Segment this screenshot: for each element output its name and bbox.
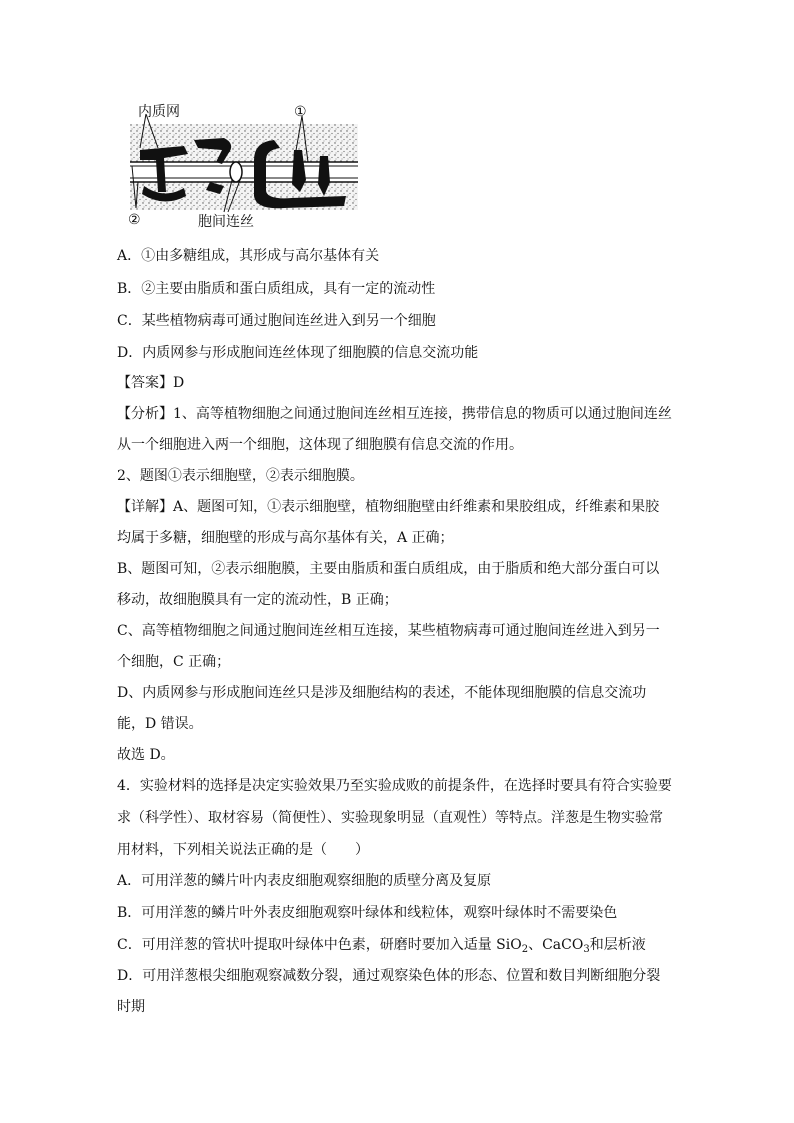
label-circled-2: ②: [128, 212, 141, 228]
q3-detail-d-line-2: 能，D 错误。: [117, 716, 203, 732]
q3-analysis-line-1: 【分析】1、高等植物细胞之间通过胞间连丝相互连接，携带信息的物质可以通过胞间连丝: [117, 406, 672, 422]
q4-option-c-text-2: 、CaCO: [528, 937, 584, 953]
q3-option-b: B．②主要由脂质和蛋白质组成，具有一定的流动性: [117, 281, 436, 297]
q3-option-c: C．某些植物病毒可通过胞间连丝进入到另一个细胞: [117, 313, 436, 329]
q4-option-d-line-1: D．可用洋葱根尖细胞观察减数分裂，通过观察染色体的形态、位置和数目判断细胞分裂: [117, 968, 661, 984]
q4-option-c-text-1: C．可用洋葱的管状叶提取叶绿体中色素，研磨时要加入适量 SiO: [117, 937, 522, 953]
q3-option-d: D．内质网参与形成胞间连丝体现了细胞膜的信息交流功能: [117, 345, 479, 361]
q3-detail-a-line-1: 【详解】A、题图可知，①表示细胞壁，植物细胞壁由纤维素和果胶组成，纤维素和果胶: [117, 499, 660, 515]
q4-option-b: B．可用洋葱的鳞片叶外表皮细胞观察叶绿体和线粒体，观察叶绿体时不需要染色: [117, 905, 618, 921]
q3-detail-a-line-2: 均属于多糖，细胞壁的形成与高尔基体有关，A 正确；: [117, 530, 454, 546]
q3-detail-d-line-1: D、内质网参与形成胞间连丝只是涉及细胞结构的表述，不能体现细胞膜的信息交流功: [117, 685, 647, 701]
q4-option-c-text-3: 和层析液: [589, 937, 646, 953]
plasmodesmata-label: 胞间连丝: [198, 214, 254, 230]
plasmodesmata-figure: [124, 100, 364, 230]
q3-answer: 【答案】D: [117, 375, 185, 391]
q4-option-c: [117, 935, 677, 960]
plasmodesma-pore: [230, 162, 242, 182]
q3-detail-c-line-2: 个细胞，C 正确；: [117, 654, 231, 670]
label-circled-1: ①: [294, 104, 307, 120]
q4-option-c-subscript-1: 2: [521, 944, 529, 955]
q3-analysis-line-2: 从一个细胞进入两一个细胞，这体现了细胞膜有信息交流的作用。: [117, 437, 523, 453]
q4-stem-line-2: 求（科学性）、取材容易（简便性）、实验现象明显（直观性）等特点。洋葱是生物实验常: [117, 810, 663, 826]
er-label: 内质网: [138, 104, 180, 120]
q4-option-d-line-2: 时期: [117, 999, 145, 1015]
q3-analysis-line-3: 2、题图①表示细胞壁，②表示细胞膜。: [117, 468, 364, 484]
q4-option-c-subscript-2: 3: [583, 944, 590, 955]
q3-conclusion: 故选 D。: [117, 747, 175, 763]
q4-option-a: A．可用洋葱的鳞片叶内表皮细胞观察细胞的质壁分离及复原: [117, 873, 492, 889]
q3-option-a: A．①由多糖组成，其形成与高尔基体有关: [117, 248, 380, 264]
q4-stem-line-3: 用材料，下列相关说法正确的是（ ）: [117, 842, 369, 858]
q3-detail-c-line-1: C、高等植物细胞之间通过胞间连丝相互连接，某些植物病毒可通过胞间连丝进入到另一: [117, 623, 660, 639]
q3-detail-b-line-2: 移动，故细胞膜具有一定的流动性，B 正确；: [117, 592, 398, 608]
q3-detail-b-line-1: B、题图可知，②表示细胞膜，主要由脂质和蛋白质组成，由于脂质和绝大部分蛋白可以: [117, 561, 660, 577]
q4-stem-line-1: 4．实验材料的选择是决定实验效果乃至实验成败的前提条件，在选择时要具有符合实验要: [117, 778, 672, 794]
